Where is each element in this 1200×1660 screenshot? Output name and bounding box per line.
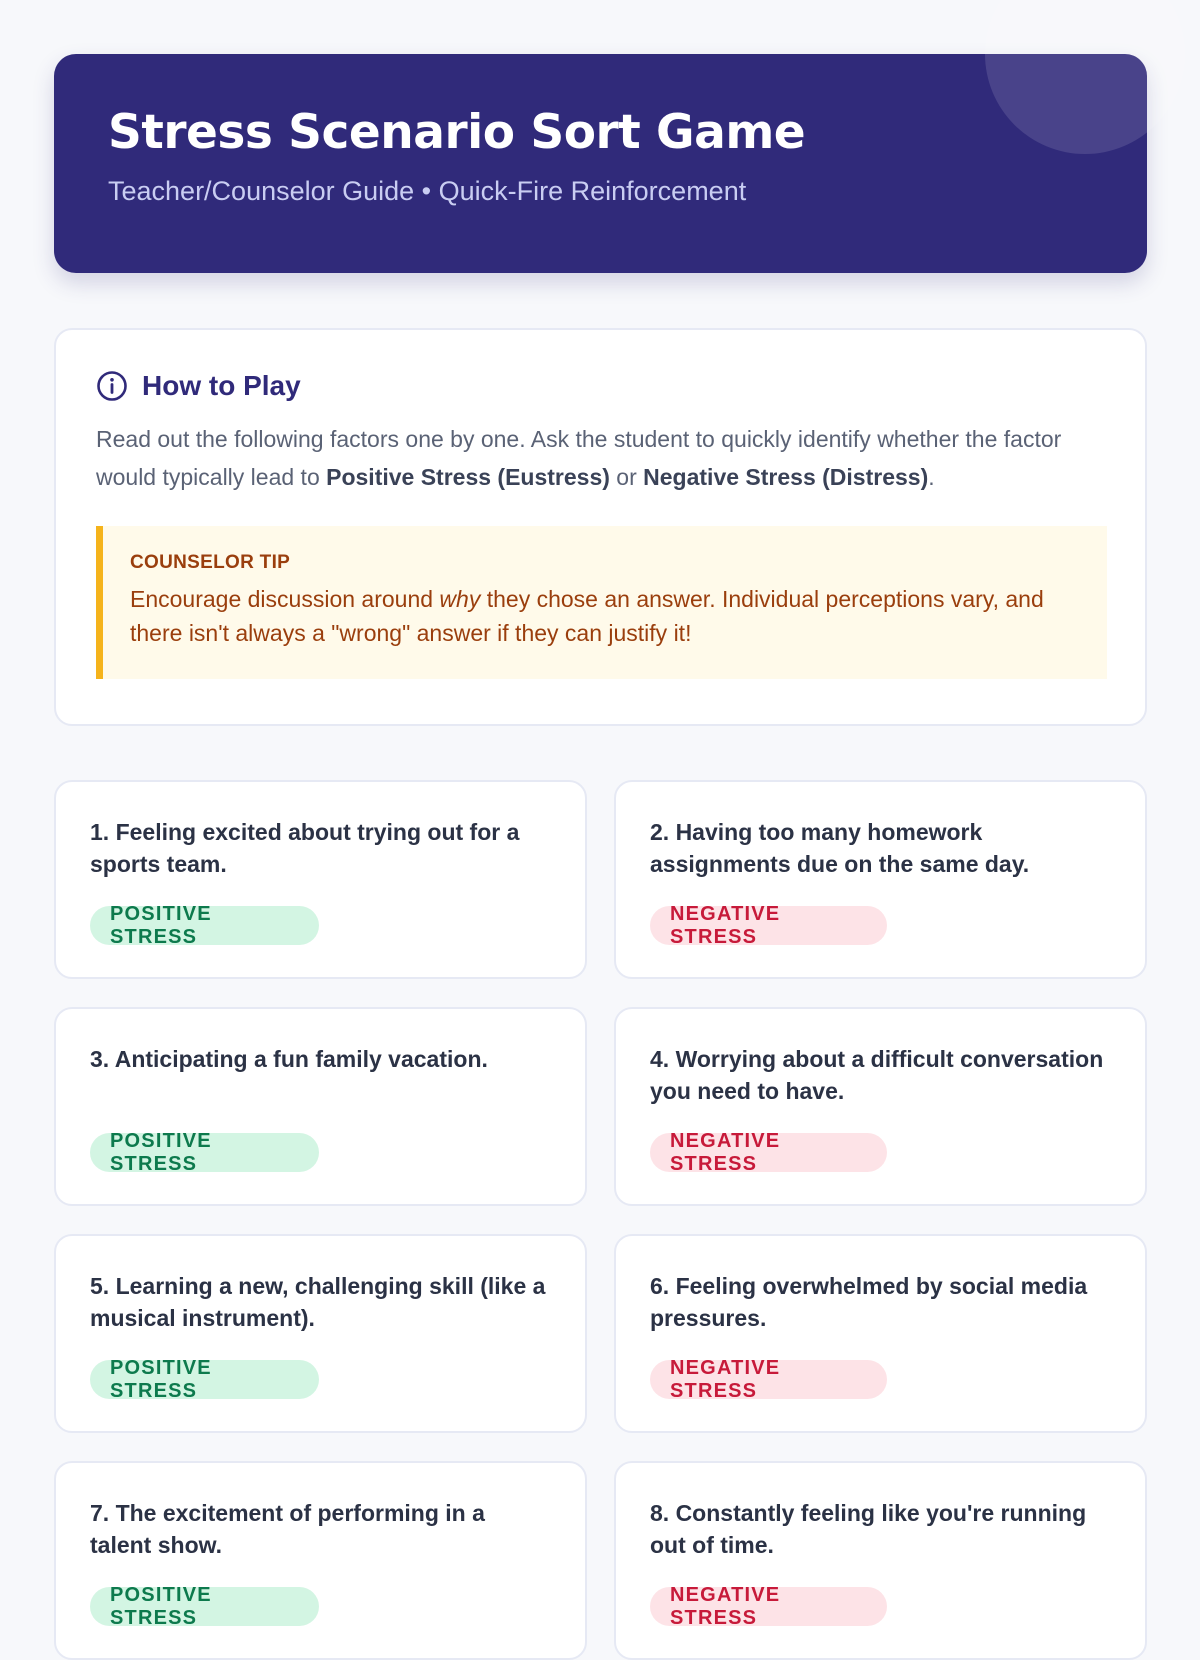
negative-stress-term: Negative Stress (Distress) bbox=[643, 464, 929, 490]
how-to-play-card bbox=[54, 328, 1147, 726]
scenario-text: 7. The excitement of performing in a talent show. bbox=[90, 1500, 485, 1558]
tip-text-end: they chose an answer. Individual perceptions vary, and there isn't always a "wrong" answer if they can justify it! bbox=[130, 586, 1044, 646]
counselor-tip bbox=[96, 526, 1107, 679]
positive-stress-badge: POSITIVE STRESS bbox=[90, 1587, 319, 1626]
scenario-card-3 bbox=[54, 1007, 587, 1206]
info-icon bbox=[96, 370, 128, 402]
how-to-play-heading bbox=[96, 370, 1105, 402]
page-title: Stress Scenario Sort Game bbox=[108, 105, 806, 160]
tip-text-start: Encourage discussion around bbox=[130, 586, 440, 612]
scenario-card-6 bbox=[614, 1234, 1147, 1433]
page-subtitle: Teacher/Counselor Guide • Quick-Fire Reinforcement bbox=[108, 176, 747, 207]
counselor-tip-label: COUNSELOR TIP bbox=[130, 552, 291, 573]
positive-stress-badge: POSITIVE STRESS bbox=[90, 1360, 319, 1399]
scenario-text: 1. Feeling excited about trying out for a sports team. bbox=[90, 819, 520, 877]
scenario-text: 6. Feeling overwhelmed by social media pressures. bbox=[650, 1273, 1088, 1331]
how-to-play-title: How to Play bbox=[142, 370, 301, 401]
instructions-text: Read out the following factors one by one. Ask the student to quickly identify whether the factor would typically lead to bbox=[96, 426, 1062, 490]
negative-stress-badge: NEGATIVE STRESS bbox=[650, 906, 887, 945]
scenario-text: 4. Worrying about a difficult conversation you need to have. bbox=[650, 1046, 1104, 1104]
negative-stress-badge: NEGATIVE STRESS bbox=[650, 1360, 887, 1399]
instructions-connector: or bbox=[609, 464, 644, 490]
scenario-card-2 bbox=[614, 780, 1147, 979]
positive-stress-badge: POSITIVE STRESS bbox=[90, 906, 319, 945]
scenario-grid bbox=[54, 780, 1147, 1660]
scenario-card-8 bbox=[614, 1461, 1147, 1660]
scenario-text: 8. Constantly feeling like you're running out of time. bbox=[650, 1500, 1087, 1558]
scenario-text: 5. Learning a new, challenging skill (like a musical instrument). bbox=[90, 1273, 546, 1331]
scenario-text: 3. Anticipating a fun family vacation. bbox=[90, 1046, 488, 1072]
scenario-card-1 bbox=[54, 780, 587, 979]
negative-stress-badge: NEGATIVE STRESS bbox=[650, 1133, 887, 1172]
tip-text-emphasis: why bbox=[439, 586, 481, 612]
scenario-card-4 bbox=[614, 1007, 1147, 1206]
counselor-tip-text bbox=[130, 582, 1077, 650]
positive-stress-term: Positive Stress (Eustress) bbox=[326, 464, 610, 490]
how-to-play-instructions bbox=[96, 420, 1105, 496]
instructions-end: . bbox=[928, 464, 935, 490]
negative-stress-badge: NEGATIVE STRESS bbox=[650, 1587, 887, 1626]
scenario-card-7 bbox=[54, 1461, 587, 1660]
scenario-card-5 bbox=[54, 1234, 587, 1433]
page-header bbox=[54, 54, 1147, 273]
positive-stress-badge: POSITIVE STRESS bbox=[90, 1133, 319, 1172]
scenario-text: 2. Having too many homework assignments due on the same day. bbox=[650, 819, 1030, 877]
